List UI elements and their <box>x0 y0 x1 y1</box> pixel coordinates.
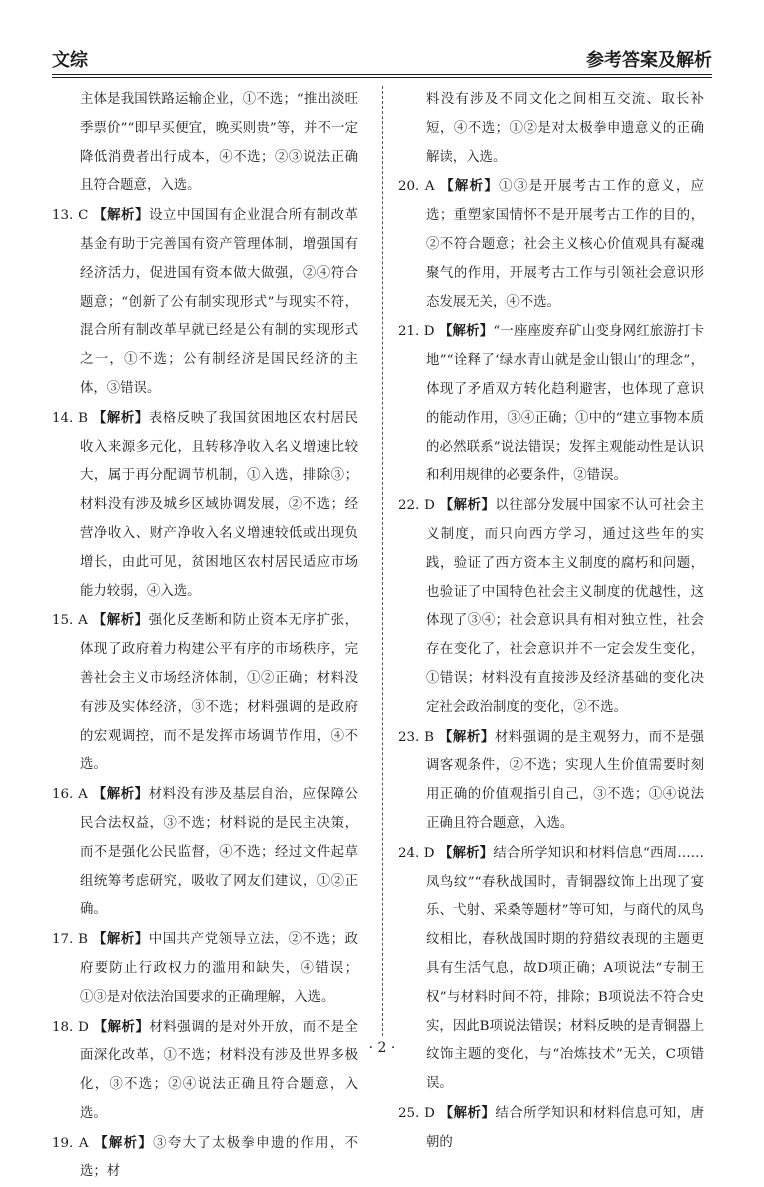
answer-text: 料没有涉及不同文化之间相互交流、取长补短，④不选；①②是对太极拳申遗意义的正确解读，入选。 <box>426 92 704 165</box>
answer-25 <box>398 1099 704 1158</box>
analysis-tag: 【解析】 <box>439 1104 496 1121</box>
answer-text: 材料强调的是对外开放，而不是全面深化改革，①不选；材料没有涉及世界多极化，③不选；②④说法正确且符合题意，入选。 <box>80 1019 358 1121</box>
answer-18 <box>52 1013 358 1129</box>
answer-text: 中国共产党领导立法，②不选；政府要防止行政权力的滥用和缺失，④错误；①③是对依法治国要求的正确理解，入选。 <box>80 932 359 1005</box>
analysis-tag: 【解析】 <box>92 931 149 948</box>
analysis-tag: 【解析】 <box>93 207 150 224</box>
analysis-tag: 【解析】 <box>94 1134 154 1151</box>
answer-14 <box>52 404 358 607</box>
left-column <box>52 86 358 1187</box>
answer-text: ①③是开展考古工作的意义，应选；重塑家国情怀不是开展考古工作的目的，②不符合题意；社会主义核心价值观具有凝魂聚气的作用，开展考古工作与引领社会意识形态发展无关，④不选。 <box>426 179 705 310</box>
answer-text: 结合所学知识和材料信息“西周……凤鸟纹”“春秋战国时，青铜器纹饰上出现了宴乐、弋射、采桑等题材”等可知，与商代的凤鸟纹相比，春秋战国时期的狩猎纹表现的主题更具有生活气息，故D项正确；A项说法“专制王权”与材料时间不符，排除；B项说法不符合史实，因此B项说法错误；材料反映的是青铜器上纹饰主题的变化，与“冶炼技术”无关，C项错误。 <box>426 845 704 1092</box>
answer-text: 材料强调的是主观努力，而不是强调客观条件，②不选；实现人生价值需要时刻用正确的价值观指引自己，③不选；①④说法正确且符合题意，入选。 <box>426 729 705 831</box>
header-rule-thin <box>52 77 712 78</box>
analysis-tag: 【解析】 <box>440 178 500 195</box>
answer-15 <box>52 606 358 780</box>
subject-label: 文综 <box>52 50 88 71</box>
answer-17 <box>52 925 358 1012</box>
analysis-tag: 【解析】 <box>92 612 149 629</box>
answer-number: 21. D <box>398 324 435 340</box>
answer-number: 25. D <box>398 1105 435 1121</box>
answer-number: 23. B <box>398 729 434 745</box>
answer-number: 22. D <box>398 498 435 514</box>
answer-13 <box>52 201 358 404</box>
answer-20 <box>398 172 704 317</box>
answer-21 <box>398 317 704 491</box>
answer-text: ③夸大了太极拳申遗的作用，不选；材 <box>80 1135 359 1180</box>
answer-number: 14. B <box>52 410 88 426</box>
answer-number: 15. A <box>52 613 88 629</box>
analysis-tag: 【解析】 <box>93 1018 150 1035</box>
answer-16 <box>52 780 358 925</box>
section-title: 参考答案及解析 <box>586 50 712 71</box>
answer-23 <box>398 723 704 839</box>
analysis-tag: 【解析】 <box>438 323 494 340</box>
answer-number: 16. A <box>52 787 88 803</box>
answer-text: 结合所学知识和材料信息可知，唐朝的 <box>426 1105 704 1150</box>
answer-text: “一座座废弃矿山变身网红旅游打卡地”“诠释了‘绿水青山就是金山银山’的理念”，体现了矛盾双方转化趋利避害，也体现了意识的能动作用，③④正确；①中的“建立事物本质的必然联系”说法错误；发挥主观能动性是认识和利用规律的必要条件，②错误。 <box>426 324 705 484</box>
answer-continuation <box>398 86 704 172</box>
answer-19 <box>52 1129 358 1187</box>
answer-22 <box>398 491 704 722</box>
answer-24 <box>398 839 704 1099</box>
analysis-tag: 【解析】 <box>92 409 149 426</box>
answer-number: 18. D <box>52 1019 89 1035</box>
answer-number: 17. B <box>52 932 88 948</box>
answer-text: 主体是我国铁路运输企业，①不选；“推出淡旺季票价”“即早买便宜，晚买则贵”等，并不一定降低消费者出行成本，④不选；②③说法正确且符合题意，入选。 <box>80 92 358 194</box>
analysis-tag: 【解析】 <box>438 728 495 745</box>
header-rule <box>52 74 712 75</box>
page-number: · 2 · <box>368 1040 396 1056</box>
answer-text: 强化反垄断和防止资本无序扩张，体现了政府着力构建公平有序的市场秩序，完善社会主义市场经济体制，①②正确；材料没有涉及实体经济，③不选；材料强调的是政府的宏观调控，而不是发挥市场调节作用，④不选。 <box>80 613 359 773</box>
answer-text: 材料没有涉及基层自治，应保障公民合法权益，③不选；材料说的是民主决策，而不是强化公民监督，④不选；经过文件起草组统筹考虑研究，吸收了网友们建议，①②正确。 <box>80 787 359 918</box>
answer-number: 24. D <box>398 845 435 861</box>
answer-number: 13. C <box>52 208 89 224</box>
analysis-tag: 【解析】 <box>438 844 494 861</box>
analysis-tag: 【解析】 <box>439 497 496 514</box>
answer-number: 20. A <box>398 179 435 195</box>
answer-text: 表格反映了我国贫困地区农村居民收入来源多元化，且转移净收入名义增速比较大，属于再分配调节机制，①入选，排除③；材料没有涉及城乡区域协调发展，②不选；经营净收入、财产净收入名义增速较低或出现负增长，由此可见，贫困地区农村居民适应市场能力较弱，④入选。 <box>80 410 359 599</box>
column-divider <box>382 86 383 1036</box>
right-column <box>398 86 704 1157</box>
analysis-tag: 【解析】 <box>92 786 149 803</box>
answer-number: 19. A <box>52 1135 89 1151</box>
answer-continuation <box>52 86 358 201</box>
answer-text: 以往部分发展中国家不认可社会主义制度，而只向西方学习，通过这些年的实践，验证了西方资本主义制度的腐朽和问题，也验证了中国特色社会主义制度的优越性，这体现了③④；社会意识具有相对独立性，社会存在变化了，社会意识并不一定会发生变化，①错误；材料没有直接涉及经济基础的变化决定社会政治制度的变化，②不选。 <box>426 498 704 715</box>
answer-text: 设立中国国有企业混合所有制改革基金有助于完善国有资产管理体制，增强国有经济活力，促进国有资本做大做强，②④符合题意；“创新了公有制实现形式”与现实不符，混合所有制改革早就已经是公有制的实现形式之一，①不选；公有制经济是国民经济的主体，③错误。 <box>80 208 359 396</box>
page-header <box>52 42 712 72</box>
